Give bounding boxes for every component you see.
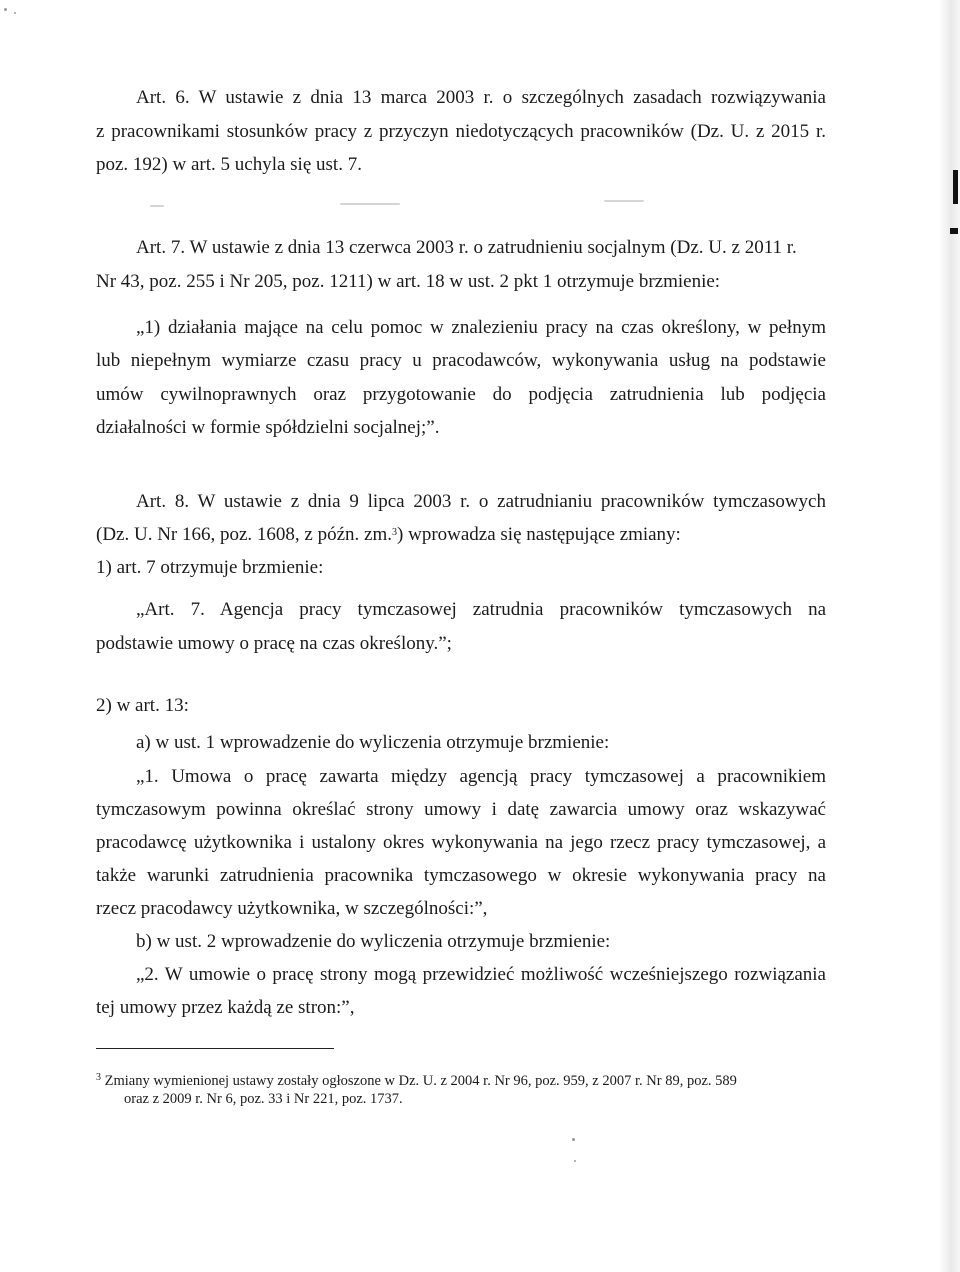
art7-quote-line-1: „1) działania mające na celu pomoc w znalezieniu pracy na czas określony, w pełnym <box>136 317 826 338</box>
scan-smudge-1 <box>340 203 400 205</box>
art8-point-2a-quote-line-5: rzecz pracodawcy użytkownika, w szczególności:”, <box>96 898 488 919</box>
art7-line-1: Art. 7. W ustawie z dnia 13 czerwca 2003 r. o zatrudnieniu socjalnym (Dz. U. z 2011 r. <box>136 237 797 258</box>
art8-point-2a-quote-line-2: tymczasowym powinna określać strony umowy i datę zawarcia umowy oraz wskazywać <box>96 799 826 820</box>
art8-point-1-quote-line-2: podstawie umowy o pracę na czas określony.”; <box>96 633 452 654</box>
art8-point-2a-quote-line-1: „1. Umowa o pracę zawarta między agencją pracy tymczasowej a pracownikiem <box>136 766 826 787</box>
footnote-mark: 3 <box>96 1072 101 1083</box>
art8-point-1-quote-line-1: „Art. 7. Agencja pracy tymczasowej zatrudnia pracowników tymczasowych na <box>136 599 826 620</box>
scan-edge-mark-1 <box>953 170 958 204</box>
scan-speck-1 <box>4 8 7 11</box>
art7-quote-line-3: umów cywilnoprawnych oraz przygotowanie do podjęcia zatrudnienia lub podjęcia <box>96 384 826 405</box>
art8-point-1: 1) art. 7 otrzymuje brzmienie: <box>96 557 324 578</box>
art8-point-2b-quote-line-2: tej umowy przez każdą ze stron:”, <box>96 997 355 1018</box>
footnote-text-1: Zmiany wymienionej ustawy zostały ogłoszone w Dz. U. z 2004 r. Nr 96, poz. 959, z 2007 r. Nr 89, poz. 589 <box>104 1073 737 1089</box>
art8-point-2a-quote-line-3: pracodawcę użytkownika i ustalony okres wykonywania na jego rzecz pracy tymczasowej, a <box>96 832 826 853</box>
footnote-ref-3: 3 <box>392 527 398 538</box>
art8-point-2: 2) w art. 13: <box>96 695 189 716</box>
art6-line-1: Art. 6. W ustawie z dnia 13 marca 2003 r. o szczególnych zasadach rozwiązywania <box>136 87 826 108</box>
footnote-separator <box>96 1048 334 1049</box>
scan-speck-4 <box>574 1160 576 1162</box>
art7-quote-line-4: działalności w formie spółdzielni socjalnej;”. <box>96 417 440 438</box>
art8-line-2 <box>96 523 681 547</box>
footnote-line-1 <box>96 1072 737 1090</box>
art7-line-2: Nr 43, poz. 255 i Nr 205, poz. 1211) w art. 18 w ust. 2 pkt 1 otrzymuje brzmienie: <box>96 271 721 292</box>
art6-line-3: poz. 192) w art. 5 uchyla się ust. 7. <box>96 154 362 175</box>
scan-smudge-3 <box>150 205 164 207</box>
art6-line-2: z pracownikami stosunków pracy z przyczyn niedotyczących pracowników (Dz. U. z 2015 r. <box>96 121 826 142</box>
scan-edge-mark-2 <box>950 228 958 234</box>
scan-speck-3 <box>572 1138 575 1141</box>
art8-line-2-text-b: ) wprowadza się następujące zmiany: <box>397 524 681 545</box>
scan-smudge-2 <box>604 200 644 202</box>
art8-point-2b: b) w ust. 2 wprowadzenie do wyliczenia otrzymuje brzmienie: <box>136 931 611 952</box>
footnote-line-2: oraz z 2009 r. Nr 6, poz. 33 i Nr 221, poz. 1737. <box>124 1091 403 1107</box>
art8-line-2-text-a: (Dz. U. Nr 166, poz. 1608, z późn. zm. <box>96 524 393 545</box>
art7-quote-line-2: lub niepełnym wymiarze czasu pracy u pracodawców, wykonywania usług na podstawie <box>96 350 826 371</box>
art8-point-2a-quote-line-4: także warunki zatrudnienia pracownika tymczasowego w okresie wykonywania pracy na <box>96 865 826 886</box>
scan-speck-2 <box>14 12 16 14</box>
art8-line-1: Art. 8. W ustawie z dnia 9 lipca 2003 r. o zatrudnianiu pracowników tymczasowych <box>136 491 826 512</box>
art8-point-2a: a) w ust. 1 wprowadzenie do wyliczenia otrzymuje brzmienie: <box>136 732 610 753</box>
art8-point-2b-quote-line-1: „2. W umowie o pracę strony mogą przewidzieć możliwość wcześniejszego rozwiązania <box>136 964 826 985</box>
